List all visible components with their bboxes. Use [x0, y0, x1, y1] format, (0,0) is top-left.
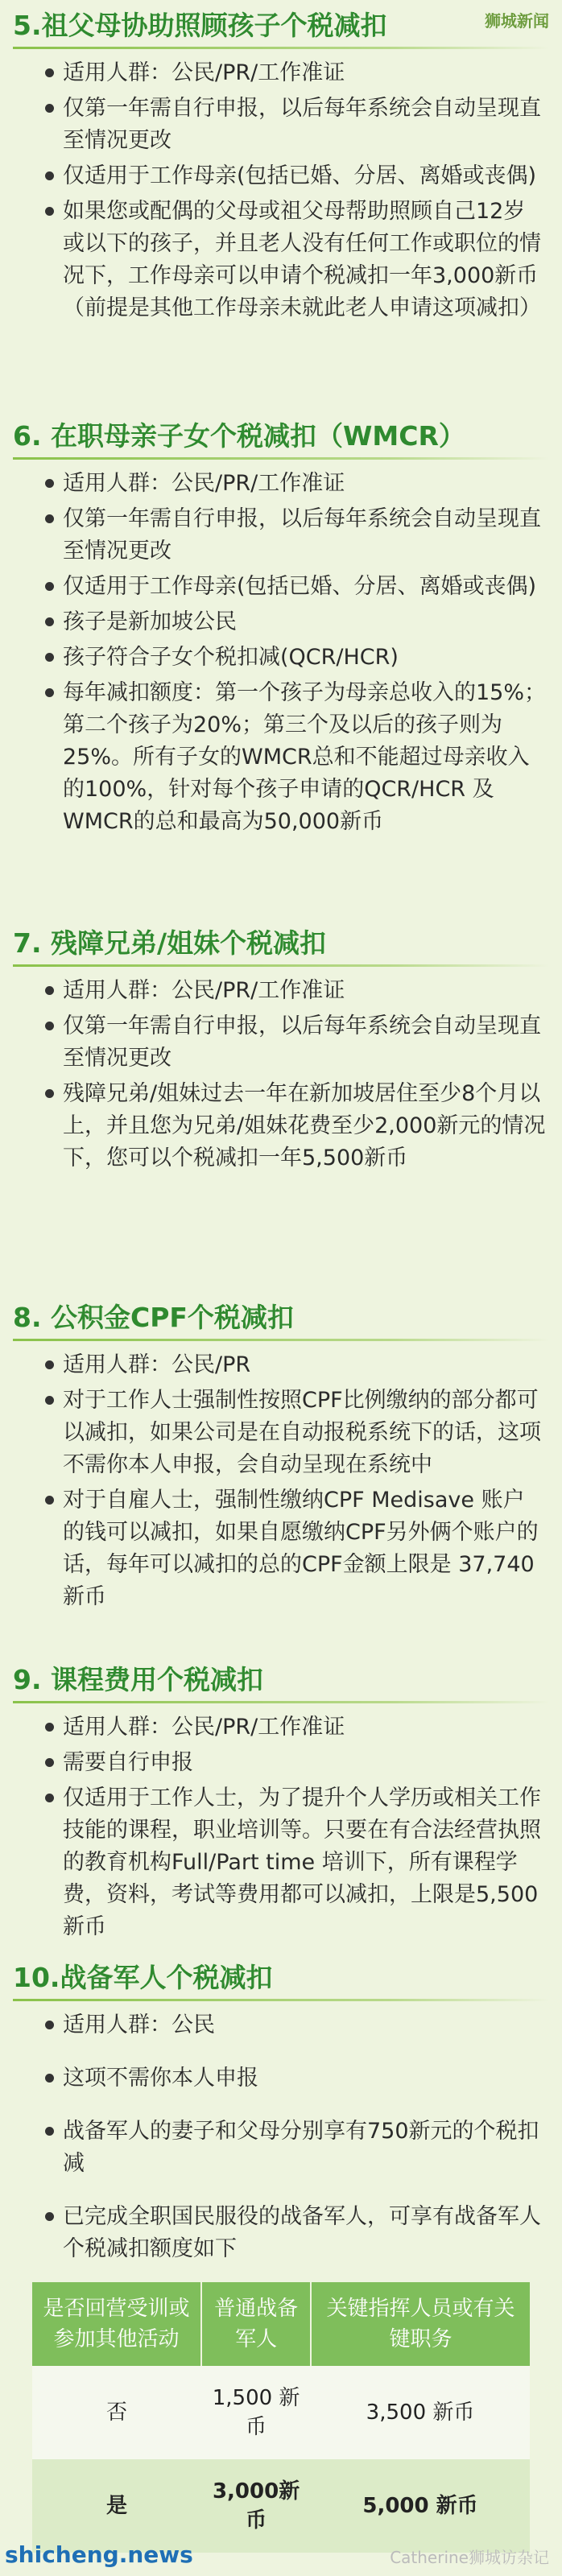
bullet-list: [0, 1349, 562, 1613]
list-item: 孩子符合子女个税扣减(QCR/HCR): [0, 642, 562, 674]
list-item: 仅适用于工作母亲(包括已婚、分居、离婚或丧偶): [0, 160, 562, 192]
list-item: 仅第一年需自行申报，以后每年系统会自动呈现直至情况更改: [0, 503, 562, 568]
table-header-cell: 普通战备军人: [201, 2282, 311, 2366]
list-item: 仅第一年需自行申报，以后每年系统会自动呈现直至情况更改: [0, 1010, 562, 1075]
table-cell: 5,000 新币: [311, 2459, 530, 2553]
table-header-row: [32, 2282, 530, 2366]
section-8: [0, 1300, 562, 1616]
list-item: 适用人群：公民/PR: [0, 1349, 562, 1381]
table-cell: 3,500 新币: [311, 2366, 530, 2459]
bullet-list: [0, 2009, 562, 2265]
section-title: 7. 残障兄弟/姐妹个税减扣: [13, 927, 327, 959]
list-item: 适用人群：公民/PR/工作准证: [0, 57, 562, 89]
watermark-top: 狮城新闻: [485, 11, 549, 31]
section-title: 10.战备军人个税减扣: [13, 1962, 273, 1993]
section-divider: [13, 1701, 549, 1703]
bullet-list: [0, 57, 562, 324]
bullet-list: [0, 975, 562, 1174]
list-item: 如果您或配偶的父母或祖父母帮助照顾自己12岁或以下的孩子，并且老人没有任何工作或职位的情况下，工作母亲可以申请个税减扣一年3,000新币（前提是其他工作母亲未就此老人申请这项减扣）: [0, 196, 562, 324]
section-9: [0, 1662, 562, 1946]
table-row: [32, 2459, 530, 2553]
list-item: 残障兄弟/姐妹过去一年在新加坡居住至少8个月以上，并且您为兄弟/姐妹花费至少2,000新元的情况下，您可以个税减扣一年5,500新币: [0, 1078, 562, 1174]
section-divider: [13, 1999, 549, 2001]
table-cell: 是: [32, 2459, 201, 2553]
section-title: 8. 公积金CPF个税减扣: [13, 1302, 294, 1333]
section-divider: [13, 47, 549, 49]
list-item: 适用人群：公民/PR/工作准证: [0, 1711, 562, 1744]
list-item: 适用人群：公民: [0, 2009, 562, 2041]
table-header-cell: 关键指挥人员或有关键职务: [311, 2282, 530, 2366]
table-cell: 1,500 新币: [201, 2366, 311, 2459]
table-cell: 否: [32, 2366, 201, 2459]
list-item: 需要自行申报: [0, 1747, 562, 1779]
section-divider: [13, 1339, 549, 1341]
author-watermark: Catherine狮城访杂记: [390, 2548, 549, 2567]
section-divider: [13, 457, 549, 460]
reservist-relief-table: [32, 2282, 530, 2553]
section-title: 5.祖父母协助照顾孩子个税减扣: [13, 10, 387, 41]
list-item: 适用人群：公民/PR/工作准证: [0, 468, 562, 500]
list-item: 仅适用于工作母亲(包括已婚、分居、离婚或丧偶): [0, 571, 562, 603]
table-cell: 3,000新币: [201, 2459, 311, 2553]
section-title: 9. 课程费用个税减扣: [13, 1664, 263, 1695]
section-title: 6. 在职母亲子女个税减扣（WMCR）: [13, 420, 465, 452]
list-item: 仅第一年需自行申报，以后每年系统会自动呈现直至情况更改: [0, 93, 562, 157]
list-item: 这项不需你本人申报: [0, 2062, 562, 2095]
list-item: 对于工作人士强制性按照CPF比例缴纳的部分都可以减扣，如果公司是在自动报税系统下的话，这项不需你本人申报，会自动呈现在系统中: [0, 1385, 562, 1481]
section-6: [0, 419, 562, 841]
list-item: 对于自雇人士，强制性缴纳CPF Medisave 账户的钱可以减扣，如果自愿缴纳CPF另外俩个账户的话，每年可以减扣的总的CPF金额上限是 37,740新币: [0, 1484, 562, 1613]
list-item: 适用人群：公民/PR/工作准证: [0, 975, 562, 1007]
bullet-list: [0, 1711, 562, 1943]
list-item: 已完成全职国民服役的战备军人，可享有战备军人个税减扣额度如下: [0, 2201, 562, 2265]
bullet-list: [0, 468, 562, 838]
section-10: [0, 1960, 562, 2286]
list-item: 孩子是新加坡公民: [0, 606, 562, 638]
section-5: [0, 8, 562, 328]
list-item: 战备军人的妻子和父母分别享有750新元的个税扣减: [0, 2116, 562, 2180]
table-row: [32, 2366, 530, 2459]
list-item: 每年减扣额度：第一个孩子为母亲总收入的15%；第二个孩子为20%；第三个及以后的孩子则为25%。所有子女的WMCR总和不能超过母亲收入的100%，针对每个孩子申请的QCR/HCR 及WMCR的总和最高为50,000新币: [0, 677, 562, 838]
section-7: [0, 926, 562, 1178]
site-watermark: shicheng.news: [5, 2541, 193, 2568]
table-header-cell: 是否回营受训或参加其他活动: [32, 2282, 201, 2366]
section-divider: [13, 964, 549, 967]
list-item: 仅适用于工作人士，为了提升个人学历或相关工作技能的课程，职业培训等。只要在有合法经营执照的教育机构Full/Part time 培训下，所有课程学费，资料，考试等费用都可以减扣，上限是5,500新币: [0, 1782, 562, 1943]
